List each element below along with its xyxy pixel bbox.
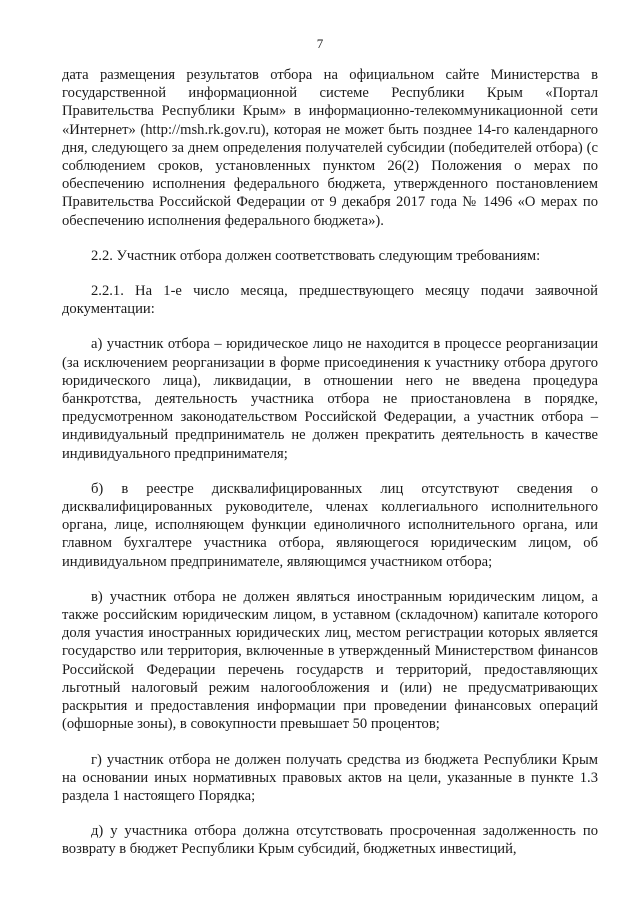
paragraph-section-2-2-1: 2.2.1. На 1-е число месяца, предшествующего месяцу подачи заявочной документации: bbox=[62, 283, 598, 318]
document-body bbox=[62, 66, 598, 859]
paragraph-item-g: г) участник отбора не должен получать средства из бюджета Республики Крым на основании иных нормативных правовых актов на цели, указанные в пункте 1.3 раздела 1 настоящего Порядка; bbox=[62, 751, 598, 804]
paragraph-section-2-2: 2.2. Участник отбора должен соответствовать следующим требованиям: bbox=[91, 247, 541, 264]
paragraph-publication-date: дата размещения результатов отбора на официальном сайте Министерства в государственной информационной системе Республики Крым «Портал Правительства Республики Крым» в информационно-телекоммуникационной сети «Интернет» (http://msh.rk.gov.ru), которая не может быть позднее 14-го календарного дня, следующего за днем определения получателей субсидии (победителей отбора) (с соблюдением сроков, установленных пунктом 26(2) Положения о мерах по обеспечению исполнения федерального бюджета, утвержденного постановлением Правительства Российской Федерации от 9 декабря 2017 года № 1496 «О мерах по обеспечению исполнения федерального бюджета»). bbox=[62, 67, 598, 229]
paragraph-item-v: в) участник отбора не должен являться иностранным юридическим лицом, а также российским юридическим лицом, в уставном (складочном) капитале которого доля участия иностранных юридических лиц, местом регистрации которых является государство или территория, включенные в утвержденный Министерством финансов Российской Федерации перечень государств и территорий, предоставляющих льготный налоговый режим налогообложения и (или) не предусматривающих раскрытия и предоставления информации при проведении финансовых операций (офшорные зоны), в совокупности превышает 50 процентов; bbox=[62, 588, 598, 733]
page-number: 7 bbox=[316, 36, 324, 51]
paragraph-item-d: д) у участника отбора должна отсутствовать просроченная задолженность по возврату в бюджет Республики Крым субсидий, бюджетных инвестиций, bbox=[62, 823, 598, 858]
paragraph-item-a: а) участник отбора – юридическое лицо не находится в процессе реорганизации (за исключением реорганизации в форме присоединения к участнику отбора другого юридического лица), ликвидации, в отношении него не введена процедура банкротства, деятельность участника отбора не приостановлена в порядке, предусмотренном законодательством Российской Федерации, а участник отбора – индивидуальный предприниматель не должен прекратить деятельность в качестве индивидуального предпринимателя; bbox=[62, 336, 598, 462]
paragraph-item-b: б) в реестре дисквалифицированных лиц отсутствуют сведения о дисквалифицированных руководителе, членах коллегиального исполнительного органа, лице, исполняющем функции единоличного исполнительного органа, или главном бухгалтере участника отбора, являющегося юридическим лицом, об индивидуальном предпринимателе, являющимся участником отбора; bbox=[62, 480, 598, 570]
